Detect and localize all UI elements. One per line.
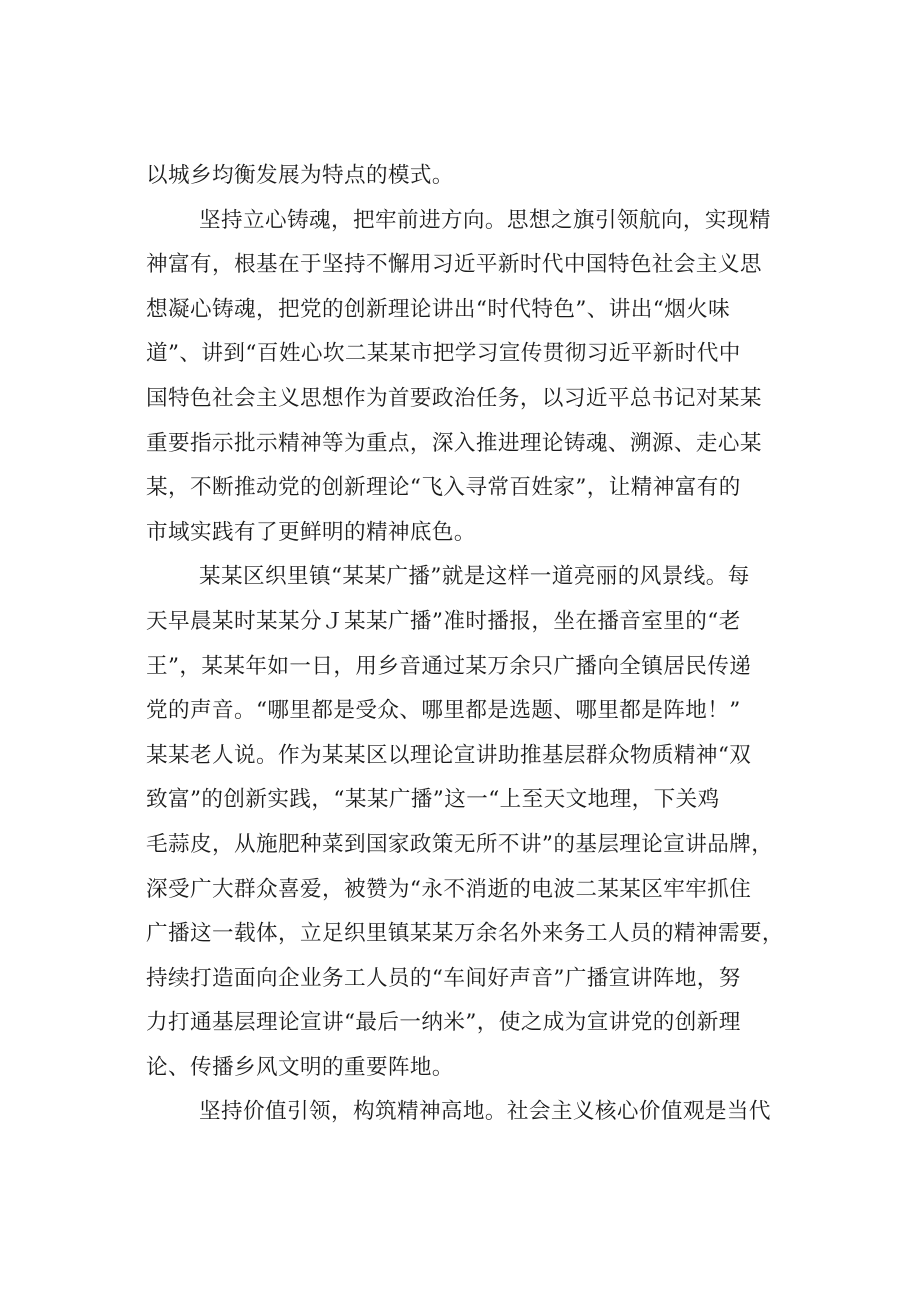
text-line: 某，不断推动党的创新理论“飞入寻常百姓家”，让精神富有的 — [146, 475, 741, 501]
text-line: 王”，某某年如一日，用乡音通过某万余只广播向全镇居民传递 — [146, 653, 752, 679]
text-line: 以城乡均衡发展为特点的模式。 — [146, 163, 454, 188]
text-line: 道”、讲到“百姓心坎二某某市把学习宣传贯彻习近平新时代中 — [146, 341, 741, 367]
text-line: 神富有，根基在于坚持不懈用习近平新时代中国特色社会主义思 — [146, 252, 762, 278]
text-line: 某某区织里镇“某某广播”就是这样一道亮丽的风景线。每 — [199, 564, 750, 590]
text-line: 重要指示批示精神等为重点，深入推进理论铸魂、溯源、走心某 — [146, 430, 762, 456]
text-line: 广播这一载体，立足织里镇某某万余名外来务工人员的精神需要， — [146, 921, 784, 947]
paragraph — [146, 555, 806, 1090]
text-line: 致富”的创新实践，“某某广播”这一“上至天文地理，下关鸡 — [146, 787, 720, 813]
text-line: 党的声音。“哪里都是受众、哪里都是选题、哪里都是阵地！” — [146, 698, 741, 724]
text-line: 某某老人说。作为某某区以理论宣讲助推基层群众物质精神“双 — [146, 742, 752, 768]
text-line: 力打通基层理论宣讲“最后一纳米”，使之成为宣讲党的创新理 — [146, 1010, 741, 1036]
paragraph — [146, 1090, 806, 1135]
text-line: 想凝心铸魂，把党的创新理论讲出“时代特色”、讲出“烟火味 — [146, 296, 731, 322]
paragraph — [146, 199, 806, 556]
text-line: 坚持价值引领，构筑精神高地。社会主义核心价值观是当代 — [199, 1099, 771, 1125]
document-body — [146, 154, 806, 1135]
text-line: 深受广大群众喜爱，被赞为“永不消逝的电波二某某区牢牢抓住 — [146, 876, 752, 902]
paragraph — [146, 154, 806, 199]
text-line: 天早晨某时某某分Ｊ某某广播”准时播报，坐在播音室里的“老 — [146, 608, 741, 634]
text-line: 毛蒜皮，从施肥种菜到国家政策无所不讲”的基层理论宣讲品牌， — [146, 831, 774, 857]
text-line: 市域实践有了更鲜明的精神底色。 — [146, 519, 476, 545]
text-line: 论、传播乡风文明的重要阵地。 — [146, 1054, 454, 1080]
text-line: 坚持立心铸魂，把牢前进方向。思想之旗引领航向，实现精 — [199, 207, 771, 233]
text-line: 持续打造面向企业务工人员的“车间好声音”广播宣讲阵地，努 — [146, 965, 741, 991]
text-line: 国特色社会主义思想作为首要政治任务，以习近平总书记对某某 — [146, 385, 762, 411]
